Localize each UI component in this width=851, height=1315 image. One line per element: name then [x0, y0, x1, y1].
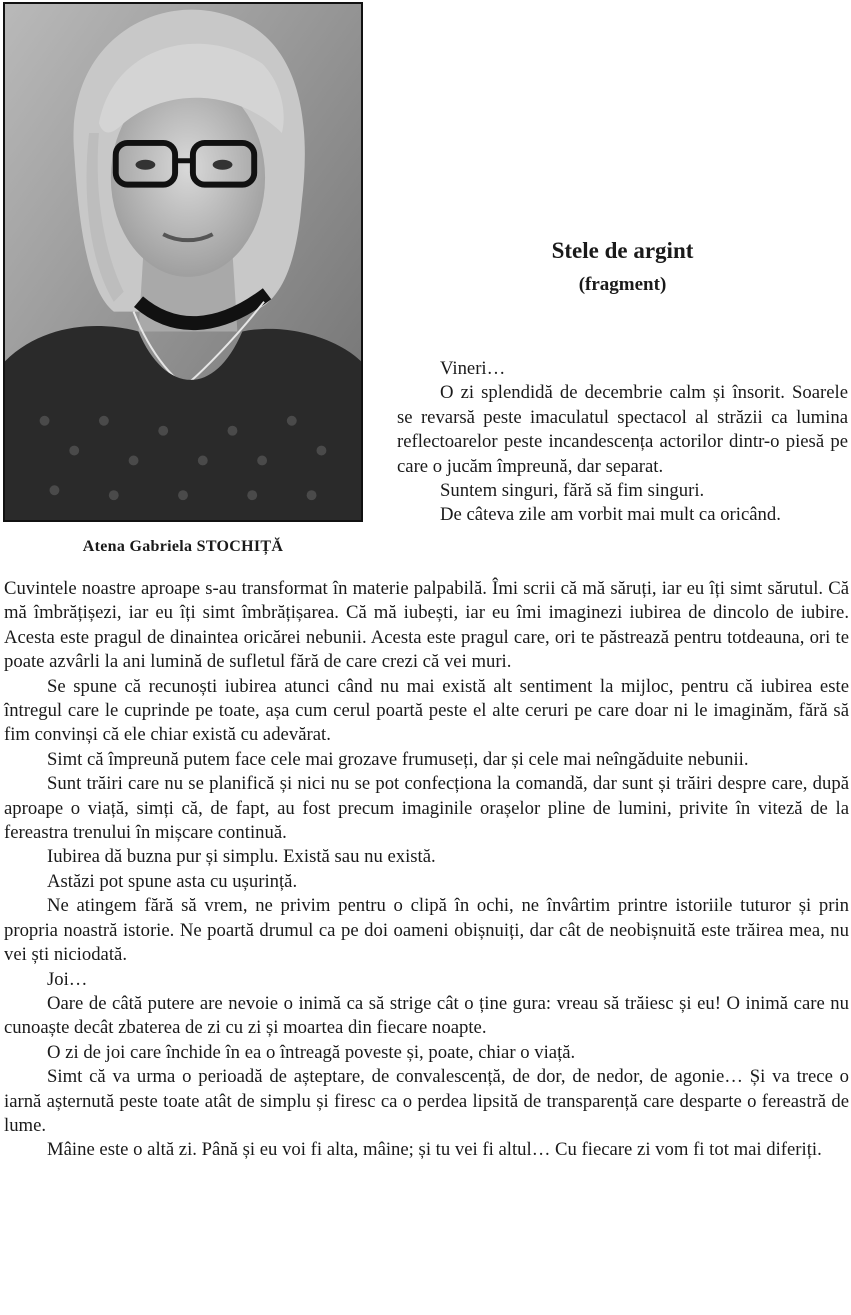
paragraph-continuation: Cuvintele noastre aproape s-au transformat în materie palpabilă. Îmi scrii că mă săruți, iar eu îți simt sărutul. Că mă îmbrățișezi, iar eu îți simt îmbrățișarea. Că mă iubești, iar eu îmi imaginezi iubirea de dincolo de iubire. Acesta este pragul de dinaintea oricărei nebunii. Acesta este pragul care, ori te păstrează pentru totdeauna, ori te poate azvârli la ani lumină de sufletul fără de care crezi că vei muri.: [4, 578, 849, 673]
paragraph: Iubirea dă buzna pur și simplu. Există sau nu există.: [47, 846, 436, 868]
paragraph: De câteva zile am vorbit mai mult ca oricând.: [440, 504, 781, 526]
author-name: Atena Gabriela STOCHIȚĂ: [82, 538, 284, 555]
paragraph: Sunt trăiri care nu se planifică și nici nu se pot confecționa la comandă, dar sunt și trăiri despre care, după aproape o viață, simți că, de fapt, au fost precum imaginile orașelor pline de lumini, privite în viteză de la fereastra trenului în mișcare continuă.: [4, 773, 849, 844]
paragraph: Suntem singuri, fără să fim singuri.: [440, 480, 705, 502]
paragraph: Vineri…: [440, 358, 506, 379]
right-column-text: [397, 357, 848, 528]
paragraph: O zi de joi care închide în ea o întreagă poveste și, poate, chiar o viață.: [47, 1041, 576, 1063]
paragraph: Ne atingem fără să vrem, ne privim pentru o clipă în ochi, ne învârtim printre istoriile tuturor și prin propria noastră istorie. Ne poartă drumul ca pe doi oameni obișnuiți, dar cât de neobișnuită este trăirea mea, nu vei ști niciodată.: [4, 895, 849, 966]
paragraph: Simt că va urma o perioadă de așteptare, de convalescență, de dor, de nedor, de agonie… Și va trece o iarnă așternută peste toate atât de simplu și firesc ca o perdea lipsită de transparență care desparte o fereastră de lume.: [4, 1066, 849, 1136]
author-portrait-illustration: [5, 4, 361, 520]
paragraph: Se spune că recunoști iubirea atunci când nu mai există alt sentiment la mijloc, pentru că iubirea este întregul care le cuprinde pe toate, așa cum cerul poartă peste el alte ceruri pe care doar ni le imaginăm, fără să fim convinși că ele chiar există cu adevărat.: [4, 675, 849, 746]
author-photo: [3, 2, 363, 522]
paragraph: Oare de câtă putere are nevoie o inimă ca să strige cât o ține gura: vreau să trăiesc și eu! O inimă care nu cunoaște decât zbaterea de zi cu zi și moartea din fiecare noapte.: [4, 992, 849, 1039]
paragraph: Joi…: [47, 968, 88, 990]
paragraph: Mâine este o altă zi. Până și eu voi fi alta, mâine; și tu vei fi altul… Cu fiecare zi vom fi tot mai diferiți.: [47, 1139, 822, 1161]
paragraph: Astăzi pot spune asta cu ușurință.: [47, 870, 298, 892]
paragraph: O zi splendidă de decembrie calm și însorit. Soarele se revarsă peste imaculatul spectacol al străzii ca lumina reflectoarelor peste incandescența actorilor dintr-o piesă pe care o jucăm împreună, dar separat.: [397, 382, 848, 477]
article-subtitle: (fragment): [578, 274, 667, 295]
paragraph: Simt că împreună putem face cele mai grozave frumuseți, dar și cele mai neîngăduite nebunii.: [47, 748, 749, 770]
full-width-text: [4, 577, 849, 1163]
article-title: Stele de argint: [551, 238, 694, 263]
